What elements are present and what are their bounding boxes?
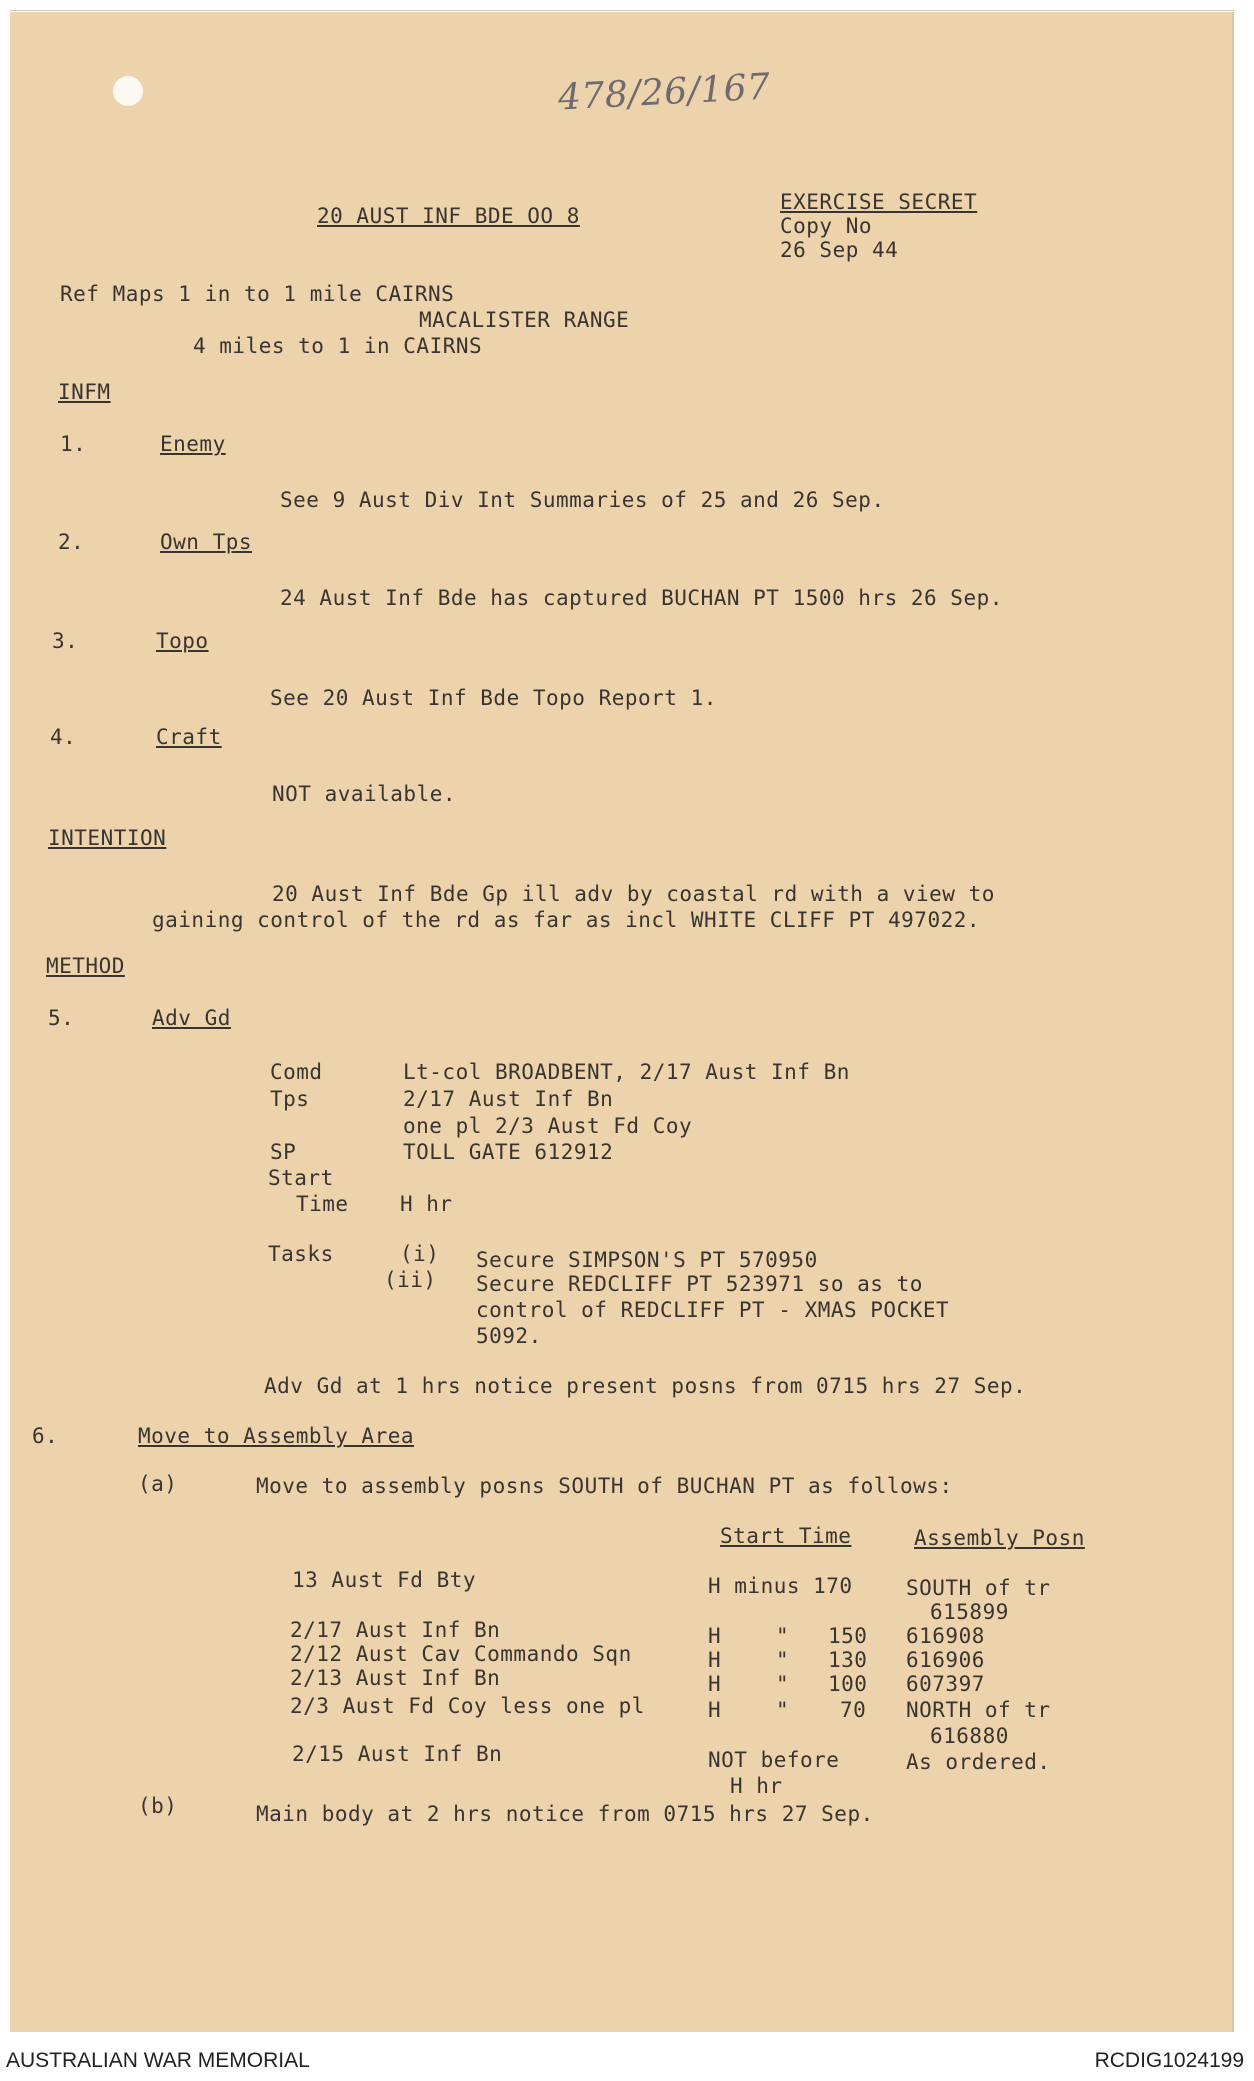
- start-label: Start: [268, 1166, 334, 1190]
- ref-maps-line-3: 4 miles to 1 in CAIRNS: [193, 334, 483, 358]
- start-time: NOT before: [708, 1748, 840, 1772]
- ref-maps-line-1: Ref Maps 1 in to 1 mile CAIRNS: [60, 282, 455, 306]
- task-ii-number: (ii): [384, 1268, 437, 1292]
- para-6-number: 6.: [32, 1424, 59, 1448]
- para-3-title: Topo: [156, 629, 209, 653]
- para-1-number: 1.: [60, 432, 87, 456]
- classification-marking: EXERCISE SECRET: [780, 190, 978, 214]
- para-6-title: Move to Assembly Area: [138, 1424, 415, 1448]
- infm-heading: INFM: [58, 380, 111, 404]
- para-5-title: Adv Gd: [152, 1006, 231, 1030]
- time-label: Time: [296, 1192, 349, 1216]
- method-heading: METHOD: [46, 954, 125, 978]
- punch-hole: [113, 76, 143, 106]
- time-value: H hr: [400, 1192, 453, 1216]
- ditto-mark: ": [776, 1624, 790, 1648]
- ditto-mark: ": [776, 1648, 790, 1672]
- para-1-title: Enemy: [160, 432, 226, 456]
- assembly-posn-column-header: Assembly Posn: [914, 1526, 1085, 1550]
- unit-name: 13 Aust Fd Bty: [292, 1568, 477, 1592]
- start-time-continuation: H hr: [730, 1774, 783, 1798]
- start-time-minutes: 130: [828, 1648, 868, 1672]
- sp-label: SP: [270, 1140, 297, 1164]
- tasks-label: Tasks: [268, 1242, 334, 1266]
- archive-credit: AUSTRALIAN WAR MEMORIAL: [6, 2049, 310, 2072]
- para-1-text: See 9 Aust Div Int Summaries of 25 and 26 Sep.: [280, 488, 885, 512]
- para-6b-text: Main body at 2 hrs notice from 0715 hrs 27 Sep.: [256, 1802, 874, 1826]
- document-heading: 20 AUST INF BDE OO 8: [317, 204, 580, 228]
- para-2-title: Own Tps: [160, 530, 253, 554]
- start-time-h: H: [708, 1698, 722, 1722]
- task-ii-text: Secure REDCLIFF PT 523971 so as to: [476, 1272, 923, 1296]
- task-ii-continuation-1: control of REDCLIFF PT - XMAS POCKET: [476, 1298, 950, 1322]
- unit-name: 2/3 Aust Fd Coy less one pl: [290, 1694, 645, 1718]
- assembly-posn: SOUTH of tr: [906, 1576, 1051, 1600]
- para-6a-label: (a): [138, 1472, 178, 1496]
- start-time-column-header: Start Time: [720, 1524, 852, 1548]
- tps-label: Tps: [270, 1087, 310, 1111]
- para-6b-label: (b): [138, 1794, 178, 1818]
- assembly-posn: NORTH of tr: [906, 1698, 1051, 1722]
- sp-value: TOLL GATE 612912: [403, 1140, 614, 1164]
- start-time-h: H: [708, 1672, 722, 1696]
- para-3-number: 3.: [52, 629, 79, 653]
- tps-value-1: 2/17 Aust Inf Bn: [403, 1087, 614, 1111]
- unit-name: 2/12 Aust Cav Commando Sqn: [290, 1642, 632, 1666]
- comd-label: Comd: [270, 1060, 323, 1084]
- para-6a-text: Move to assembly posns SOUTH of BUCHAN PT as follows:: [256, 1474, 953, 1498]
- task-ii-continuation-2: 5092.: [476, 1324, 542, 1348]
- para-3-text: See 20 Aust Inf Bde Topo Report 1.: [270, 686, 717, 710]
- archive-id: RCDIG1024199: [1094, 2049, 1244, 2072]
- intention-heading: INTENTION: [48, 826, 167, 850]
- copy-number-label: Copy No: [780, 214, 873, 238]
- para-2-number: 2.: [58, 530, 85, 554]
- comd-value: Lt-col BROADBENT, 2/17 Aust Inf Bn: [403, 1060, 850, 1084]
- para-4-title: Craft: [156, 725, 222, 749]
- document-page: [10, 12, 1234, 2032]
- start-time: H minus 170: [708, 1574, 853, 1598]
- assembly-posn-ref: 615899: [930, 1600, 1009, 1624]
- start-time-h: H: [708, 1648, 722, 1672]
- start-time-h: H: [708, 1624, 722, 1648]
- assembly-posn: 616908: [906, 1624, 985, 1648]
- task-i-number: (i): [400, 1242, 440, 1266]
- intention-line-1: 20 Aust Inf Bde Gp ill adv by coastal rd with a view to: [272, 882, 995, 906]
- unit-name: 2/13 Aust Inf Bn: [290, 1666, 501, 1690]
- adv-gd-notice: Adv Gd at 1 hrs notice present posns from 0715 hrs 27 Sep.: [264, 1374, 1027, 1398]
- document-date: 26 Sep 44: [780, 238, 899, 262]
- para-4-text: NOT available.: [272, 782, 457, 806]
- para-2-text: 24 Aust Inf Bde has captured BUCHAN PT 1500 hrs 26 Sep.: [280, 586, 1003, 610]
- start-time-minutes: 150: [828, 1624, 868, 1648]
- para-4-number: 4.: [50, 725, 77, 749]
- start-time-minutes: 100: [828, 1672, 868, 1696]
- assembly-posn: 607397: [906, 1672, 985, 1696]
- tps-value-2: one pl 2/3 Aust Fd Coy: [403, 1114, 693, 1138]
- intention-line-2: gaining control of the rd as far as incl WHITE CLIFF PT 497022.: [152, 908, 981, 932]
- start-time-minutes: 70: [840, 1698, 867, 1722]
- ditto-mark: ": [776, 1698, 790, 1722]
- task-i-text: Secure SIMPSON'S PT 570950: [476, 1248, 818, 1272]
- assembly-posn: 616906: [906, 1648, 985, 1672]
- ditto-mark: ": [776, 1672, 790, 1696]
- assembly-posn-ref: 616880: [930, 1724, 1009, 1748]
- unit-name: 2/17 Aust Inf Bn: [290, 1618, 501, 1642]
- handwritten-reference: 478/26/167: [557, 66, 772, 119]
- assembly-posn: As ordered.: [906, 1750, 1051, 1774]
- para-5-number: 5.: [48, 1006, 75, 1030]
- unit-name: 2/15 Aust Inf Bn: [292, 1742, 503, 1766]
- top-border: [10, 10, 1234, 11]
- ref-maps-line-2: MACALISTER RANGE: [419, 308, 630, 332]
